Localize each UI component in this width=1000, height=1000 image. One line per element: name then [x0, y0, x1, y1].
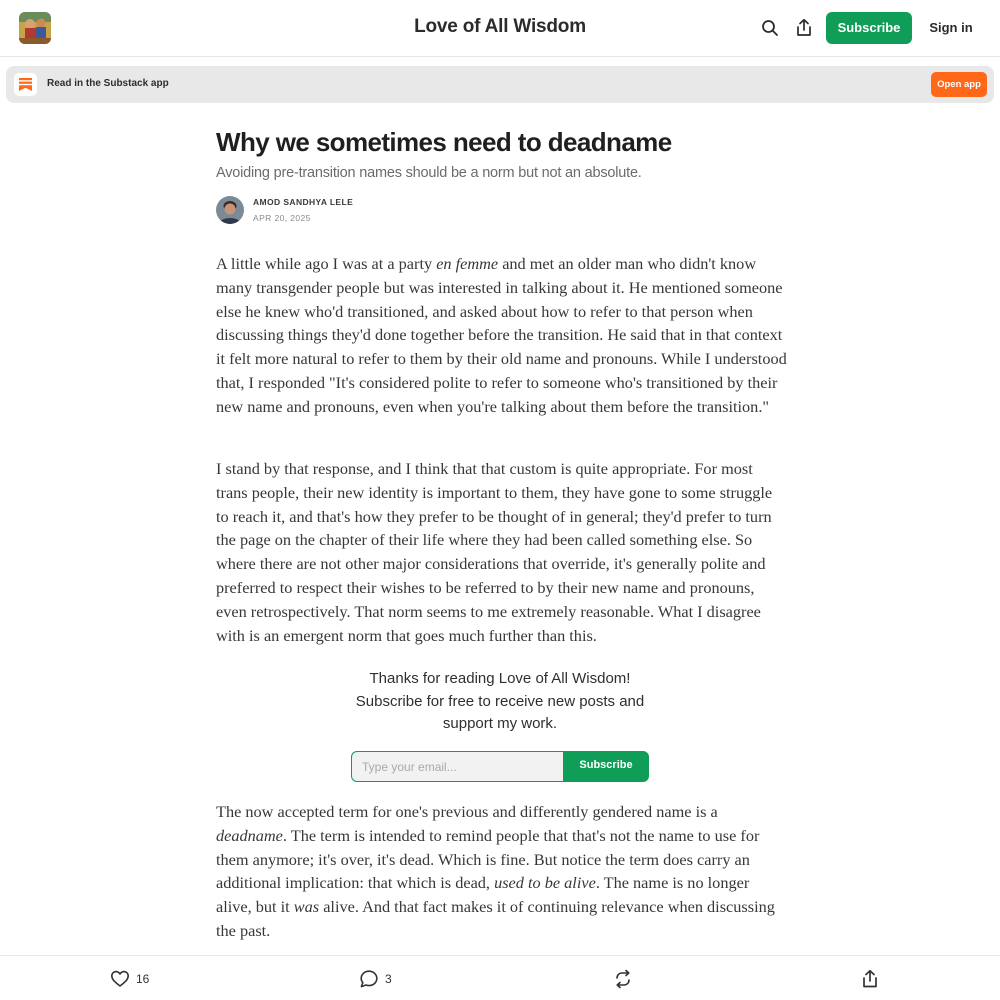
email-input[interactable]: [351, 751, 565, 782]
author-name[interactable]: AMOD SANDHYA LELE: [253, 197, 354, 207]
open-app-button[interactable]: Open app: [931, 72, 987, 97]
text-run: The now accepted term for one's previous and differently gendered name is a: [216, 802, 718, 821]
heart-icon: [110, 969, 130, 989]
comment-count: 3: [385, 972, 392, 986]
app-banner-text: Read in the Substack app: [47, 78, 169, 89]
post-date: APR 20, 2025: [253, 213, 311, 223]
subscribe-button[interactable]: Subscribe: [826, 12, 912, 44]
app-banner: [6, 66, 994, 103]
share-post-button[interactable]: [860, 968, 880, 990]
text-run: alive. And that fact makes it of continuing relevance when discussing the past.: [216, 897, 775, 940]
subscribe-form-button[interactable]: Subscribe: [563, 751, 649, 782]
byline: [216, 196, 786, 228]
search-icon[interactable]: [760, 18, 780, 38]
emphasis-text: en femme: [436, 254, 499, 273]
publication-title[interactable]: Love of All Wisdom: [414, 16, 586, 37]
subscribe-prompt-line: Thanks for reading Love of All Wisdom!: [369, 670, 631, 687]
text-run: . The term is intended to remind people that that's not the name to use for them anymore; it's over, it's dead. Which is fine. But notice the term does carry an additional implication: that which is dead,: [216, 825, 760, 893]
paragraph: I stand by that response, and I think that that custom is quite appropriate. For most trans people, their new identity is important to them, they have gone to some struggle to reach it, and that's how they prefer to be thought of in general; they'd prefer to turn the page on the chapter of their life where they had been called something else. So where there are not other major considerations that override, it's generally polite and preferred to respect their wishes to be referred to by their new name and pronouns, even retrospectively. That norm seems to me extremely reasonable. What I disagree with is an emergent norm that goes much further than this.: [216, 459, 773, 645]
subscribe-prompt-line: Subscribe for free to receive new posts and: [355, 692, 645, 710]
text-run: and met an older man who didn't know many transgender people but was interested in talking about it. He mentioned someone else he knew who'd transitioned, and asked about how to refer to that person when discussing things they'd done together before the transition. He said that in that context it felt more natural to refer to them by their old name and pronouns. While I understood that, I responded "It's considered polite to refer to someone who's transitioned by their new name and pronouns, even when you're talking about them before the transition.": [216, 254, 787, 416]
text-run: A little while ago I was at a party: [216, 254, 437, 273]
emphasis-text: was: [293, 897, 320, 917]
restack-icon: [613, 969, 633, 989]
bottom-toolbar: [0, 955, 1000, 1000]
subscribe-form: [351, 751, 649, 782]
share-icon: [860, 969, 880, 989]
subscribe-prompt-line: support my work.: [442, 715, 558, 732]
article-subtitle: Avoiding pre-transition names should be a norm but not an absolute.: [216, 165, 642, 181]
share-icon[interactable]: [794, 18, 814, 38]
article-header: [216, 125, 786, 228]
emphasis-text: deadname: [216, 825, 283, 845]
like-button[interactable]: [110, 968, 149, 990]
subscribe-prompt: [340, 668, 660, 736]
substack-logo-icon: [14, 73, 37, 96]
sign-in-button[interactable]: Sign in: [929, 20, 973, 35]
comment-button[interactable]: [359, 968, 392, 990]
emphasis-text: used to be alive: [494, 873, 596, 893]
restack-button[interactable]: [613, 968, 633, 990]
top-header: [0, 0, 1000, 57]
like-count: 16: [136, 972, 150, 986]
comment-icon: [359, 969, 379, 989]
paragraph: [216, 252, 788, 419]
paragraph: [216, 800, 788, 943]
author-avatar[interactable]: [216, 196, 244, 224]
text-run: . The name is no longer alive, but it: [216, 873, 750, 917]
article-title: Why we sometimes need to deadname: [216, 127, 672, 157]
